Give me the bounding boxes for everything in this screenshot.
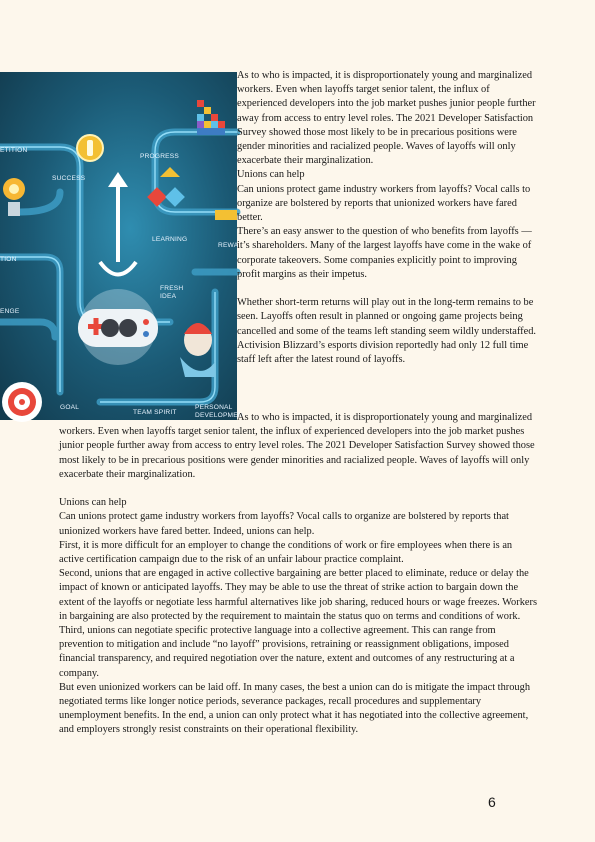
label-personal-development: PERSONAL DEVELOPMEN (195, 404, 243, 419)
label-fresh-idea: FRESH IDEA (160, 285, 184, 300)
paragraph-impacted-repeat: As to who is impacted, it is disproportionately young and marginalized workers. Even when layoffs target senior talent, the influx of experienced developers into the job market pushes junior people further away from access to entry level roles. The 2021 Developer Satisfaction Survey showed those most likely to be in precarious positions were gender minorities and racialized people. Waves of layoffs will only exacerbate their marginalization. (59, 412, 535, 480)
target-icon (2, 382, 42, 422)
paragraph-even-unionized: But even unionized workers can be laid off. In many cases, the best a union can do is mitigate the impact through negotiated terms like longer notice periods, severance packages, recall procedures and supplementary unemployment benefits. In the end, a union can only protect what it has negotiated into the collective agreement, and employers strongly resist constraints on their operational flexibility. (59, 681, 531, 736)
page-number: 6 (488, 794, 496, 810)
label-goal: GOAL (60, 404, 80, 411)
right-column-text (237, 69, 539, 367)
paragraph-impacted: As to who is impacted, it is disproportionately young and marginalized workers. Even when layoffs target senior talent, the influx of experienced developers into the job market pushes junior people further away from access to entry level roles. The 2021 Developer Satisfaction Survey showed those most likely to be in precarious positions were gender minorities and racialized people. Waves of layoffs will only exacerbate their marginalization. (237, 70, 536, 167)
paragraph-third: Third, unions can negotiate specific protective language into a collective agreement. This can range from prevention to mitigation and include “no layoff” provisions, retraining or reassignment obligations, imposed financial transparency, and required negotiation over the nature, extent and outcomes of any restructuring at a company. (59, 625, 515, 679)
paragraph-second: Second, unions that are engaged in active collective bargaining are better placed to eliminate, reduce or delay the impact of known or anticipated layoffs. They may be able to use the threat of strike action to bargain down the extent of the layoffs or negotiate less harmful alternatives like job sharing, reduced hours or wage freezes. Workers in bargaining are also protected by the requirement to maintain the status quo on terms and conditions of work. (59, 568, 538, 622)
heading-unions: Unions can help (237, 169, 305, 181)
paragraph-first: First, it is more difficult for an employer to change the conditions of work or fire employees when there is an active certification campaign due to the risk of an unfair labour practice complaint. (59, 539, 513, 566)
label-petition: ETITION (0, 147, 28, 154)
paragraph-unions-help: Can unions protect game industry workers from layoffs? Vocal calls to organize are bolstered by reports that unionized workers have fared better. Indeed, unions can help. (59, 511, 509, 537)
heading-unions-repeat: Unions can help (59, 497, 127, 509)
paragraph-shareholders: There’s an easy answer to the question of who benefits from layoffs — it’s shareholders. Many of the largest layoffs have come in the wake of corporate takeovers. Some companies explicitly point to improving profit margins as their impetus. (237, 226, 532, 280)
paragraph-short-term: Whether short-term returns will play out in the long-term remains to be seen. Layoffs often result in planned or ongoing game projects being cancelled and some of the teams left standing seem wildly understaffed. Activision Blizzard’s esports division reportedly had only 12 full time staff left after the latest round of layoffs. (237, 297, 537, 366)
game-development-illustration (0, 72, 243, 420)
label-reward: REWA (218, 242, 239, 249)
label-team-spirit: TEAM SPIRIT (133, 409, 177, 416)
label-petition-side: TION (0, 256, 17, 263)
coin-icon (77, 135, 103, 161)
label-challenge: ENGE (0, 308, 20, 315)
full-width-text (59, 411, 539, 738)
label-success: SUCCESS (52, 175, 86, 182)
paragraph-unions-question: Can unions protect game industry workers from layoffs? Vocal calls to organize are bolstered by reports that unionized workers have fared better. (237, 183, 531, 224)
label-learning: LEARNING (152, 236, 188, 243)
label-progress: PROGRESS (140, 153, 179, 160)
pencil-icon (215, 210, 237, 220)
